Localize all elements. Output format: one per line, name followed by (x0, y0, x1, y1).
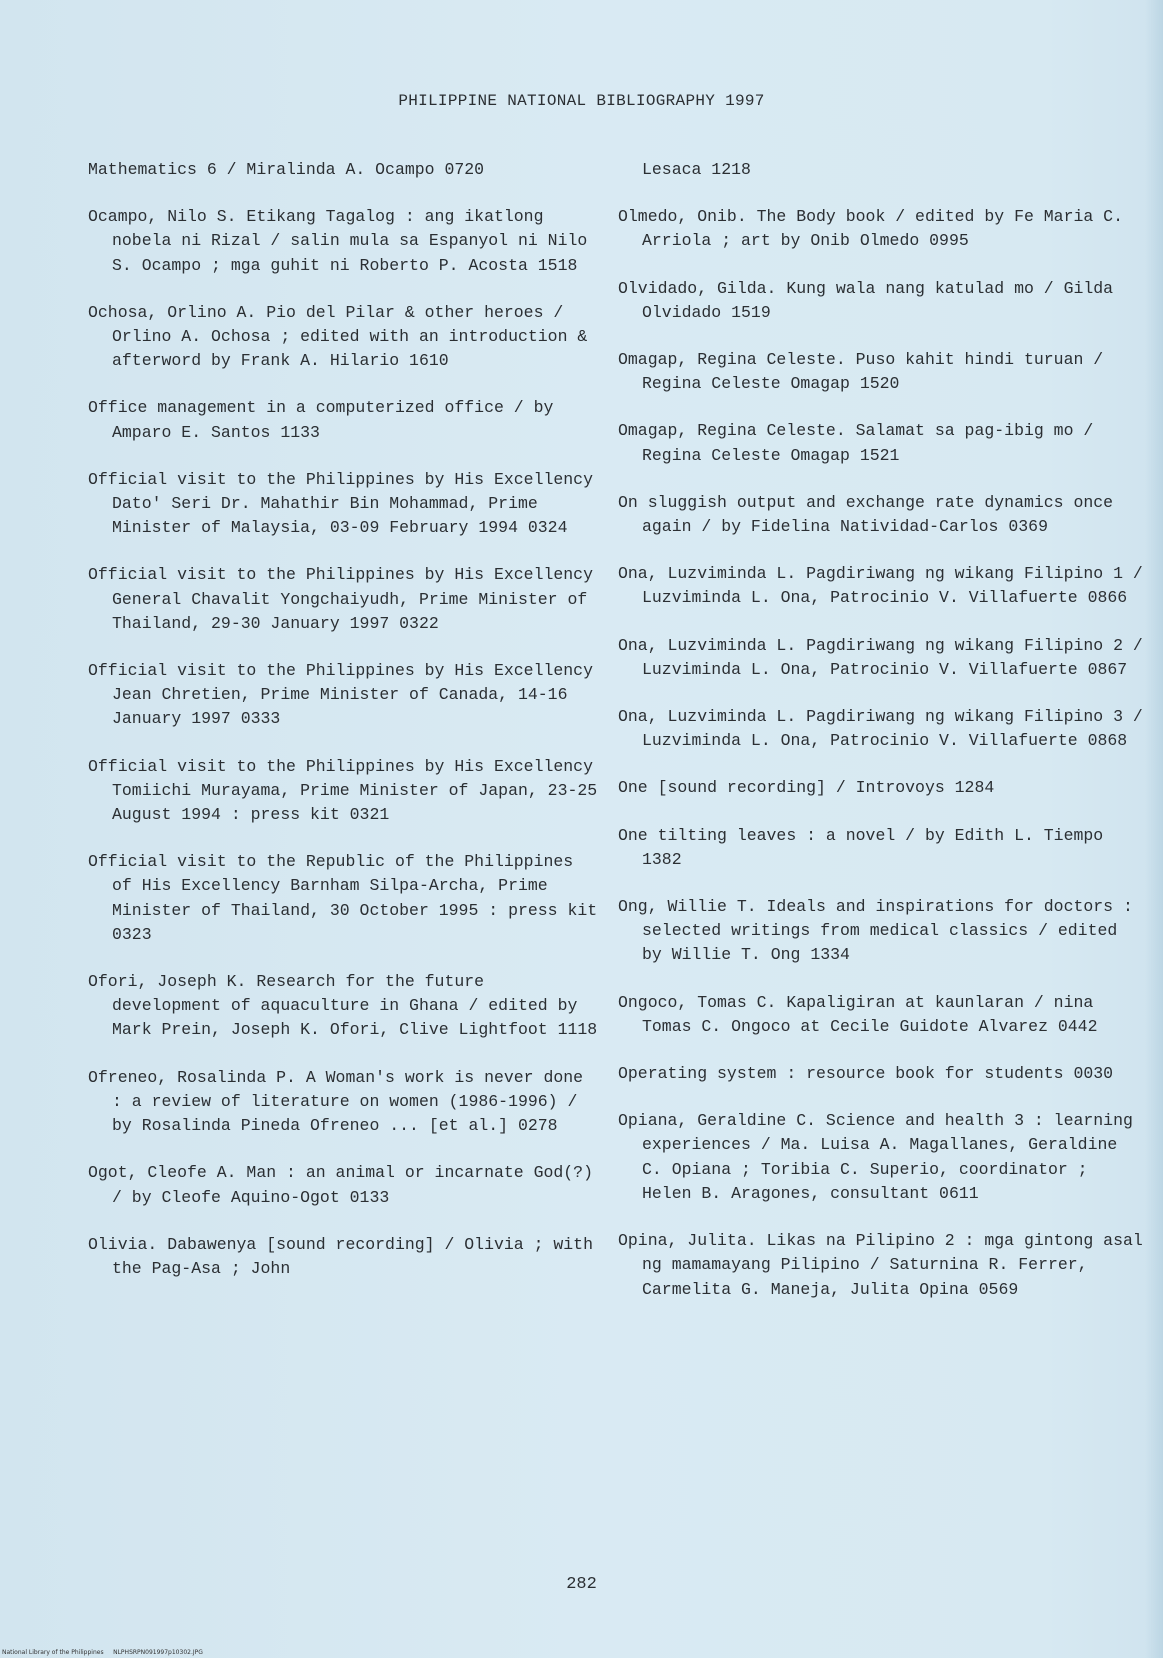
bibliography-entry: Ocampo, Nilo S. Etikang Tagalog : ang ikatlong nobela ni Rizal / salin mula sa Espanyol ni Nilo S. Ocampo ; mga guhit ni Roberto P. Acosta 1518 (88, 207, 588, 275)
right-column (618, 158, 1143, 1325)
bibliography-entry: Official visit to the Republic of the Philippines of His Excellency Barnham Silpa-Archa, Prime Minister of Thailand, 30 October 1995 : press kit 0323 (88, 852, 598, 944)
bibliography-entry: Official visit to the Philippines by His Excellency Jean Chretien, Prime Minister of Canada, 14-16 January 1997 0333 (88, 661, 593, 729)
page-header: PHILIPPINE NATIONAL BIBLIOGRAPHY 1997 (398, 92, 765, 110)
bibliography-entry: Ona, Luzviminda L. Pagdiriwang ng wikang Filipino 3 / Luzviminda L. Ona, Patrocinio V. Villafuerte 0868 (618, 707, 1143, 751)
bibliography-entry: Office management in a computerized office / by Amparo E. Santos 1133 (88, 398, 554, 442)
bibliography-entry: Ongoco, Tomas C. Kapaligiran at kaunlaran / nina Tomas C. Ongoco at Cecile Guidote Alvarez 0442 (618, 992, 1098, 1036)
bibliography-entry: Omagap, Regina Celeste. Salamat sa pag-ibig mo / Regina Celeste Omagap 1521 (618, 421, 1094, 465)
bibliography-entry: Official visit to the Philippines by His Excellency Tomiichi Murayama, Prime Minister of Japan, 23-25 August 1994 : press kit 0321 (88, 756, 598, 825)
bibliography-entry: Opiana, Geraldine C. Science and health 3 : learning experiences / Ma. Luisa A. Magallanes, Geraldine C. Opiana ; Toribia C. Superio, coordinator ; Helen B. Aragones, consultant 0611 (618, 1111, 1133, 1203)
bibliography-entry: Ona, Luzviminda L. Pagdiriwang ng wikang Filipino 2 / Luzviminda L. Ona, Patrocinio V. Villafuerte 0867 (618, 635, 1143, 679)
bibliography-entry: One [sound recording] / Introvoys 1284 (618, 778, 995, 798)
bibliography-entry: Olivia. Dabawenya [sound recording] / Olivia ; with the Pag-Asa ; John (88, 1234, 593, 1278)
bibliography-entry: Official visit to the Philippines by His Excellency Dato' Seri Dr. Mahathir Bin Mohammad, Prime Minister of Malaysia, 03-09 February 1994 0324 (88, 469, 593, 538)
bibliography-entry: Ofreneo, Rosalinda P. A Woman's work is never done : a review of literature on women (1986-1996) / by Rosalinda Pineda Ofreneo ... [et al.] 0278 (88, 1067, 584, 1136)
bibliography-entry: Olmedo, Onib. The Body book / edited by Fe Maria C. Arriola ; art by Onib Olmedo 0995 (618, 207, 1123, 251)
bibliography-entry: Olvidado, Gilda. Kung wala nang katulad mo / Gilda Olvidado 1519 (618, 278, 1114, 322)
page-edge-shadow (1145, 0, 1163, 1658)
bibliography-entry: On sluggish output and exchange rate dynamics once again / by Fidelina Natividad-Carlos 0369 (618, 492, 1114, 537)
bibliography-entry: Opina, Julita. Likas na Pilipino 2 : mga gintong asal ng mamamayang Pilipino / Saturnina R. Ferrer, Carmelita G. Maneja, Julita Opina 0569 (618, 1231, 1143, 1299)
page-number: 282 (566, 1575, 597, 1594)
scan-footer: National Library of the Philippines NLPHSRPN091997p10302.JPG (2, 1649, 203, 1656)
bibliography-entry: Ogot, Cleofe A. Man : an animal or incarnate God(?) / by Cleofe Aquino-Ogot 0133 (88, 1163, 593, 1207)
bibliography-entry: Official visit to the Philippines by His Excellency General Chavalit Yongchaiyudh, Prime Minister of Thailand, 29-30 January 1997 0322 (88, 565, 593, 633)
bibliography-entry: Operating system : resource book for students 0030 (618, 1064, 1114, 1084)
bibliography-entry: Omagap, Regina Celeste. Puso kahit hindi turuan / Regina Celeste Omagap 1520 (618, 350, 1104, 394)
bibliography-entry: Ong, Willie T. Ideals and inspirations for doctors : selected writings from medical classics / edited by Willie T. Ong 1334 (618, 897, 1133, 965)
bibliography-entry-continuation: Lesaca 1218 (642, 160, 751, 179)
bibliography-entry: Ochosa, Orlino A. Pio del Pilar & other heroes / Orlino A. Ochosa ; edited with an introduction & afterword by Frank A. Hilario 1610 (88, 302, 588, 371)
bibliography-entry: Mathematics 6 / Miralinda A. Ocampo 0720 (88, 160, 485, 179)
bibliography-entry: One tilting leaves : a novel / by Edith L. Tiempo 1382 (618, 825, 1104, 869)
bibliography-entry: Ona, Luzviminda L. Pagdiriwang ng wikang Filipino 1 / Luzviminda L. Ona, Patrocinio V. Villafuerte 0866 (618, 564, 1143, 608)
bibliography-entry: Ofori, Joseph K. Research for the future development of aquaculture in Ghana / edited by Mark Prein, Joseph K. Ofori, Clive Lightfoot 1118 (88, 972, 598, 1040)
left-column (88, 158, 598, 1304)
